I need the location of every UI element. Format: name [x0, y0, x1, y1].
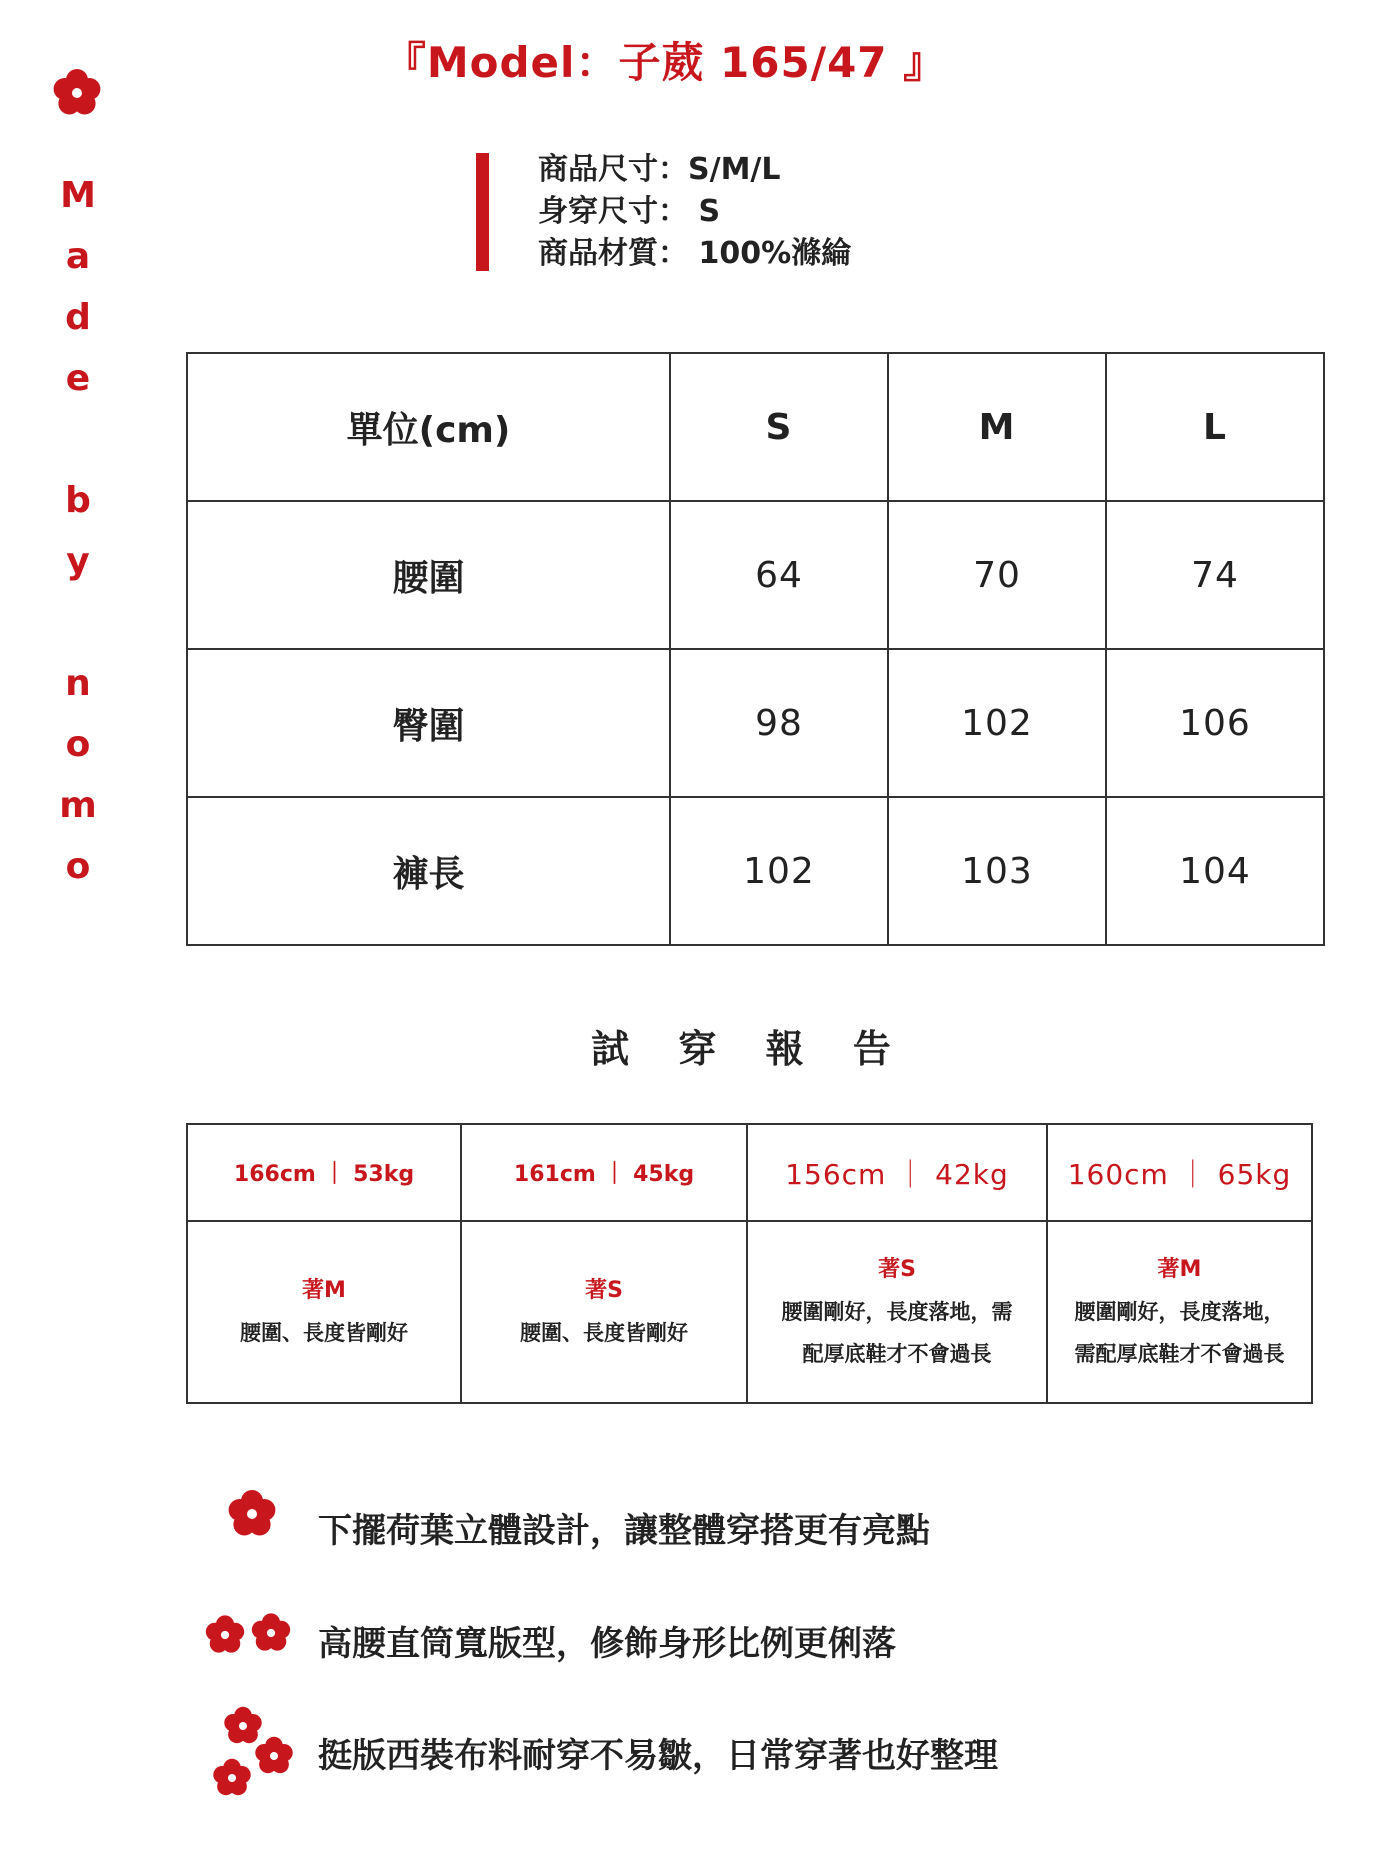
info-accent-bar: [476, 153, 489, 271]
worn-size: 身穿尺寸： S: [538, 194, 721, 229]
header-size-m: M: [888, 353, 1106, 501]
product-material: 商品材質： 100%滌綸: [538, 236, 852, 271]
review-text: 腰圍、長度皆剛好: [240, 1321, 408, 1345]
table-cell: 74: [1106, 501, 1324, 649]
tester-stats: 156cm ｜ 42kg: [747, 1124, 1047, 1221]
tester-stats: 160cm ｜ 65kg: [1047, 1124, 1312, 1221]
fitting-report-title: 試 穿 報 告: [591, 1027, 909, 1071]
row-label-hip: 臀圍: [187, 649, 670, 797]
tester-review: [461, 1221, 747, 1403]
worn-size-label: 著M: [1157, 1257, 1202, 1282]
brand-letter: o: [65, 724, 91, 765]
table-row: [187, 649, 1324, 797]
brand-letter: d: [65, 297, 91, 338]
tester-review: [747, 1221, 1047, 1403]
row-label-length: 褲長: [187, 797, 670, 945]
brand-letter: n: [65, 663, 91, 704]
flower-icon: [226, 1488, 278, 1540]
tester-review: [187, 1221, 461, 1403]
tester-stats: 161cm ｜ 45kg: [461, 1124, 747, 1221]
report-header-row: [187, 1124, 1312, 1221]
review-text: 需配厚底鞋才不會過長: [1074, 1342, 1285, 1366]
tester-stats: 166cm ｜ 53kg: [187, 1124, 461, 1221]
review-text: 腰圍、長度皆剛好: [520, 1321, 688, 1345]
table-row: [187, 797, 1324, 945]
feature-item: 挺版西裝布料耐穿不易皺，日常穿著也好整理: [318, 1736, 998, 1776]
table-cell: 70: [888, 501, 1106, 649]
worn-size-label: 著S: [878, 1257, 916, 1282]
product-info: [538, 149, 851, 275]
table-cell: 104: [1106, 797, 1324, 945]
feature-item: 下擺荷葉立體設計，讓整體穿搭更有亮點: [318, 1511, 930, 1551]
brand-letter: m: [59, 785, 97, 826]
table-cell: 103: [888, 797, 1106, 945]
header-size-s: S: [670, 353, 888, 501]
review-text: 配厚底鞋才不會過長: [802, 1342, 992, 1366]
table-cell: 102: [888, 649, 1106, 797]
brand-letter: o: [65, 846, 91, 887]
vertical-brand-text: [58, 168, 98, 900]
feature-item: 高腰直筒寬版型，修飾身形比例更俐落: [318, 1624, 896, 1664]
tester-review: [1047, 1221, 1312, 1403]
brand-letter: [58, 595, 98, 656]
worn-size-label: 著S: [585, 1278, 623, 1303]
brand-letter: [58, 412, 98, 473]
brand-letter: a: [65, 236, 91, 277]
report-body-row: [187, 1221, 1312, 1403]
flower-trio-icon: [210, 1706, 300, 1798]
flower-icon: [52, 68, 102, 118]
review-text: 腰圍剛好，長度落地，: [1074, 1300, 1285, 1324]
header-size-l: L: [1106, 353, 1324, 501]
brand-letter: y: [66, 541, 90, 582]
model-title: 『Model：子葳 165/47 』: [383, 38, 947, 87]
size-table-header-row: [187, 353, 1324, 501]
review-text: 腰圍剛好，長度落地，需: [781, 1300, 1013, 1324]
table-row: [187, 501, 1324, 649]
brand-letter: e: [65, 358, 91, 399]
table-cell: 106: [1106, 649, 1324, 797]
fitting-report-table: [186, 1123, 1313, 1404]
table-cell: 102: [670, 797, 888, 945]
brand-letter: M: [60, 175, 96, 216]
row-label-waist: 腰圍: [187, 501, 670, 649]
product-size: 商品尺寸：S/M/L: [538, 152, 781, 187]
worn-size-label: 著M: [302, 1278, 346, 1303]
brand-letter: b: [65, 480, 91, 521]
size-table: [186, 352, 1325, 946]
flower-pair-icon: [204, 1612, 294, 1658]
table-cell: 98: [670, 649, 888, 797]
header-unit: 單位(cm): [187, 353, 670, 501]
table-cell: 64: [670, 501, 888, 649]
